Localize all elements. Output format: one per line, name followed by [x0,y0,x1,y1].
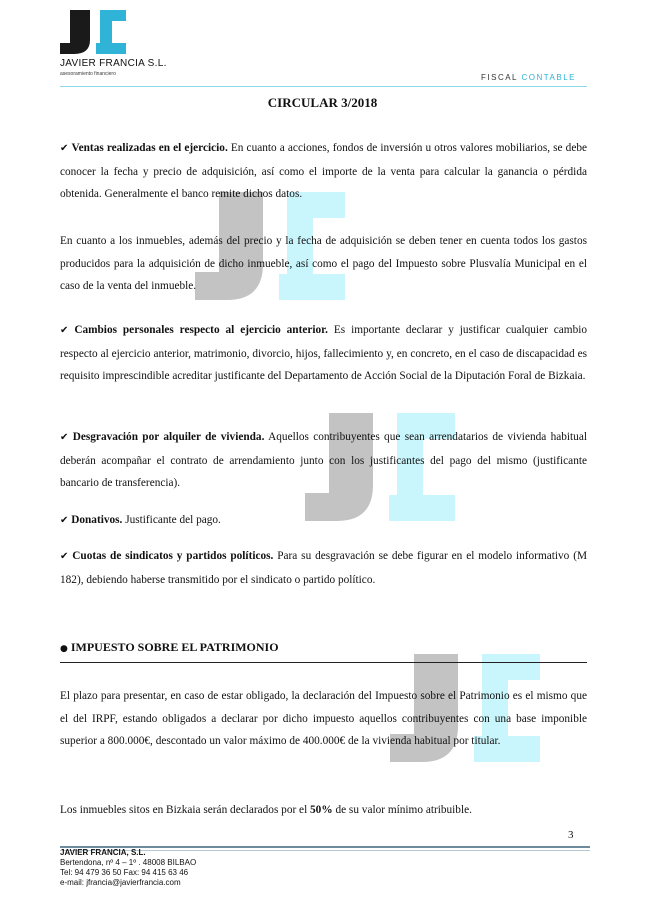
company-name: JAVIER FRANCIA S.L. [60,58,167,69]
paragraph-ventas [60,137,587,206]
paragraph-donativos [60,509,587,533]
footer-address: Bertendona, nº 4 – 1º . 48008 BILBAO [60,858,197,867]
item-text: En cuanto a los inmuebles, además del precio y la fecha de adquisición se deben tener en cuenta todos los gastos producidos para la adquisición de dicho inmueble, así como el pago del Impuesto sobre Plusvalía Municipal en el caso de la venta del inmueble. [60,235,587,292]
paragraph-sindicatos [60,545,587,591]
header-services [481,73,576,80]
page-number: 3 [568,829,574,841]
fiscal-label: FISCAL [481,73,518,80]
section-divider [60,662,587,663]
check-icon: ✔ [60,325,69,336]
item-text: Para su desgravación se debe figurar en el modelo informativo (M 182), debiendo haberse transmitido por el sindicato o partido político. [60,550,587,586]
company-tagline: asesoramiento financiero [60,71,116,77]
item-text: Los inmuebles sitos en Bizkaia serán declarados por el [60,804,311,816]
item-text: Es importante declarar y justificar cualquier cambio respecto al ejercicio anterior, matrimonio, divorcio, hijos, fallecimiento y, en concreto, en el caso de discapacidad es requisito imprescindible acreditar justificante del Departamento de Acción Social de la Diputación Foral de Bizkaia. [60,324,588,382]
paragraph-inmuebles [60,230,587,298]
footer-email: e-mail: jfrancia@javierfrancia.com [60,878,181,887]
item-title: Ventas realizadas en el ejercicio. [71,142,228,154]
company-logo-icon [60,10,126,56]
paragraph-cambios [60,319,587,388]
section-title: IMPUESTO SOBRE EL PATRIMONIO [70,640,279,654]
header-divider [60,86,587,87]
bullet-dot-icon: ● [60,644,68,654]
item-title: Cambios personales respecto al ejercicio anterior. [74,324,328,336]
check-icon: ✔ [60,515,69,526]
paragraph-inmuebles-bizkaia [60,799,587,822]
item-title: Desgravación por alquiler de vivienda. [72,431,265,443]
footer-company: JAVIER FRANCIA, S.L. [60,848,146,857]
percent-value: 50% [310,804,333,816]
item-text: Justificante del pago. [122,514,221,526]
page-title: CIRCULAR 3/2018 [267,95,378,110]
item-text: El plazo para presentar, en caso de estar obligado, la declaración del Impuesto sobre el Patrimonio es el mismo que el del IRPF, estando obligados a declarar por dicho impuesto aquellos contribuyentes con una base imponible superior a 800.000€, descontado un valor máximo de 400.000€ de la vivienda habitual por titular. [60,690,587,747]
item-title: Cuotas de sindicatos y partidos políticos. [72,550,274,562]
check-icon: ✔ [60,432,69,443]
footer-contact [60,848,196,888]
paragraph-alquiler [60,426,587,495]
footer-phone: Tel: 94 479 36 50 Fax: 94 415 63 46 [60,868,189,877]
item-title: Donativos. [71,514,123,526]
section-heading [60,640,279,655]
check-icon: ✔ [60,143,69,154]
contable-label: CONTABLE [521,73,576,80]
item-text-end: de su valor mínimo atribuible. [332,804,472,816]
item-text: En cuanto a acciones, fondos de inversión u otros valores mobiliarios, se debe conocer la fecha y precio de adquisición, así como el importe de la venta para calcular la ganancia o pérdida obtenida. Generalmente el banco remite dichos datos. [60,142,588,200]
paragraph-plazo [60,685,587,753]
item-text: Aquellos contribuyentes que sean arrendatarios de vivienda habitual deberán acompañar el contrato de arrendamiento junto con los justificantes del pago del mismo (justificante bancario de transferencia). [60,431,587,489]
check-icon: ✔ [60,551,69,562]
